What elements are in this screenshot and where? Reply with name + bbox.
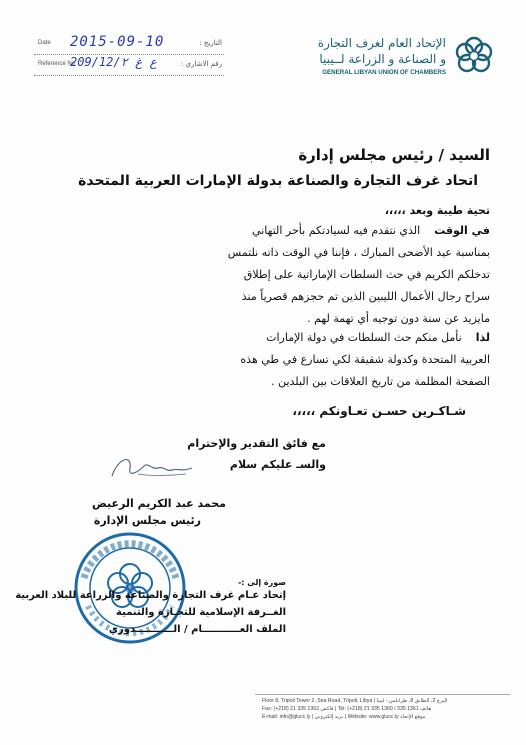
greeting: تحية طيبة وبعد ،،،،، <box>384 204 490 217</box>
paragraph2-line1 <box>30 331 490 344</box>
paragraph2-line2: العربية المتحدة وكدولة شقيقة لكي تسارع في طي هذه <box>240 353 490 366</box>
date-reference-block <box>34 34 224 74</box>
copy-recipient-1: إتحاد عـام غرف التجارة والصناعة والزراعة للبلاد العربية <box>15 590 286 601</box>
paragraph1-text-line1: الذي نتقدم فيه لسيادتكم بأحر التهاني <box>252 224 421 237</box>
thanks-line: شـاكـرين حسـن تعـاونكم ،،،،، <box>292 404 466 418</box>
paragraph2-lead: لذا <box>475 331 490 344</box>
chamber-ring-logo-icon <box>452 34 496 78</box>
paragraph1-line2: بمناسبة عيد الأضحى المبارك ، فإننا في الوقت ذاته نلتمس <box>227 246 490 259</box>
footer <box>262 697 502 721</box>
date-row <box>34 34 224 55</box>
closing-line: مع فائق التقدير والإحترام <box>187 437 326 450</box>
signer-title: رئيس مجلس الإدارة <box>93 514 201 527</box>
footer-phones: Fax: (+218) 21 335 1362 فاكس | Tel: (+218) 21 335 1360 / 335 1361 هاتف <box>262 706 432 712</box>
reference-label: Reference No <box>38 61 76 67</box>
paragraph1-line1 <box>30 224 490 237</box>
signer-name: محمد عبد الكريم الرعيض <box>92 497 226 510</box>
date-value: 2015-09-10 <box>70 34 165 50</box>
paragraph1-line3: تدخلكم الكريم في حث السلطات الإماراتية على إطلاق <box>243 268 490 281</box>
date-label: Date <box>38 40 51 46</box>
addressee-line1: السيد / رئيس مجلس إدارة <box>298 146 490 164</box>
handwritten-signature-icon <box>108 448 198 484</box>
paragraph1-lead: في الوقت <box>434 224 490 237</box>
peace-line: والسـ عليكم سلام <box>229 458 326 471</box>
copies-heading: صورة إلى :- <box>237 578 286 587</box>
footer-web: E-mail: info@glucc.ly | بريد إلكتروني | Website: www.glucc.ly موقع الإتحاد <box>262 714 426 720</box>
date-label-ar: التاريخ : <box>199 39 222 47</box>
organization-name-en: GENERAL LIBYAN UNION OF CHAMBERS <box>322 69 446 76</box>
paragraph1-line5: مايزيد عن سنة دون توجيه أي تهمة لهم . <box>307 312 490 325</box>
footer-address: Floor 8, Tripoli Tower 2, Sea Road, Tripoli, Libya | البرج 2، الطابق 8، طرابلس - ليبيا <box>262 698 448 704</box>
paragraph1-line4: سراح رجال الأعمال الليبين الذين تم حجزهم قصرياً منذ <box>241 290 490 303</box>
organization-name-ar-line1: الإتحاد العام لغرف التجارة <box>317 36 446 50</box>
reference-row <box>34 55 224 76</box>
organization-name-ar-line2: و الصناعة و الزراعة لــيبيا <box>319 52 446 66</box>
paragraph2-text-line1: نأمل منكم حث السلطات في دولة الإمارات <box>266 331 462 344</box>
footer-divider <box>255 694 510 695</box>
addressee-line2: اتحاد غرف التجارة والصناعة بدولة الإمارات العربية المتحدة <box>78 173 478 189</box>
paragraph2-line3: الصفحة المظلمة من تاريخ العلاقات بين البلدين . <box>271 375 490 388</box>
reference-label-ar: رقم الاشاري : <box>181 60 222 68</box>
copy-recipient-2: الغــرفة الإسلامية للتجـارة والتنمية <box>116 607 286 618</box>
organization-header <box>276 34 496 78</box>
copy-recipient-3: الملف العـــــــــــام / الـــــــــــدوري <box>108 624 286 635</box>
reference-value: 209/12/ع غ ٢ <box>70 55 157 69</box>
